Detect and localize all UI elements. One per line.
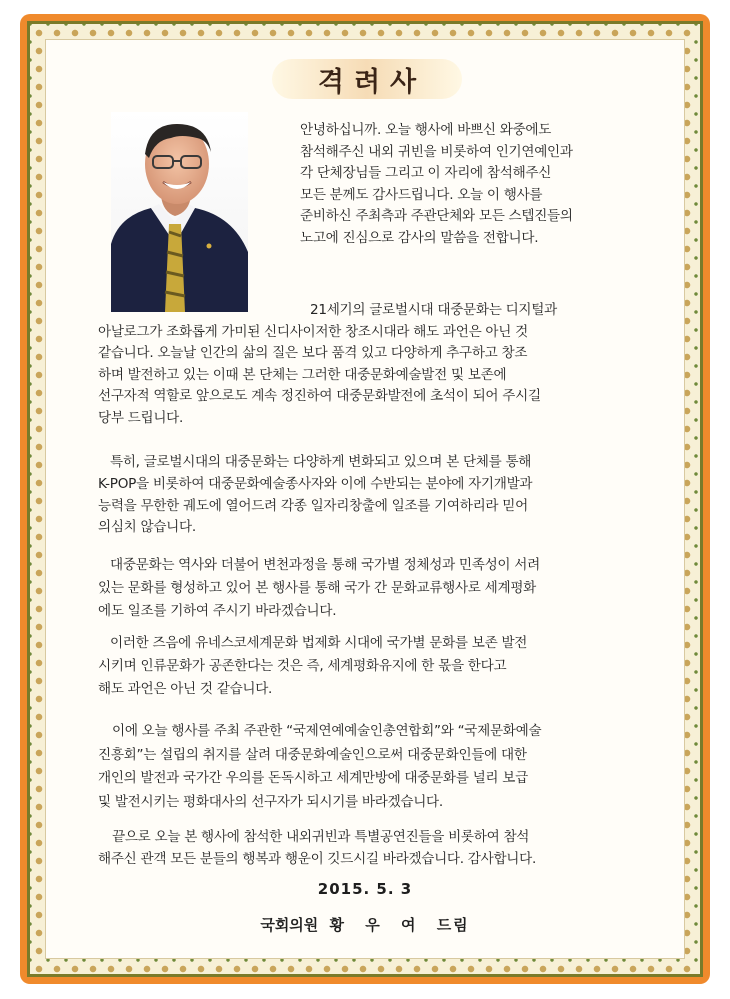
title-plate	[272, 59, 462, 99]
paragraph-greeting	[300, 120, 622, 250]
text-line: 시키며 인류문화가 공존한다는 것은 즉, 세계평화유지에 한 몫을 한다고	[98, 658, 507, 674]
text-line: 아날로그가 조화롭게 가미된 신디사이저한 창조시대라 해도 과언은 아닌 것	[98, 323, 528, 340]
paragraph-21st-century	[98, 300, 624, 430]
text-line: 능력을 무한한 궤도에 열어드려 각종 일자리창출에 일조를 기여하리라 믿어	[98, 497, 528, 514]
text-line: 에도 일조를 기하여 주시기 바라겠습니다.	[98, 603, 337, 619]
text-line: 의심치 않습니다.	[98, 519, 196, 536]
text-line: 해주신 관객 모든 분들의 행복과 행운이 깃드시길 바라겠습니다. 감사합니다.	[98, 851, 536, 867]
signature-closing: 드림	[436, 916, 470, 934]
portrait-icon	[111, 112, 248, 312]
text-line: 준비하신 주최측과 주관단체와 모든 스텝진들의	[300, 208, 573, 225]
text-line: 및 발전시키는 평화대사의 선구자가 되시기를 바라겠습니다.	[98, 793, 443, 810]
signature-name: 황 우 여	[329, 916, 424, 934]
text-line: 있는 문화를 형성하고 있어 본 행사를 통해 국가 간 문화교류행사로 세계평화	[98, 580, 536, 596]
text-line: 해도 과언은 아닌 것 같습니다.	[98, 681, 273, 697]
document-date: 2015. 5. 3	[317, 880, 413, 898]
text-line: 이러한 즈음에 유네스코세계문화 법제화 시대에 국가별 문화를 보존 발전	[110, 635, 528, 651]
text-line: 개인의 발전과 국가간 우의를 돈독시하고 세계만방에 대중문화를 널리 보급	[98, 770, 528, 786]
text-line: 진흥회”는 설립의 취지를 살려 대중문화예술인으로써 대중문화인들에 대한	[98, 746, 527, 763]
text-line: 각 단체장님들 그리고 이 자리에 참석해주신	[300, 165, 552, 182]
paragraph-unesco	[98, 632, 624, 701]
text-line: 대중문화는 역사와 더불어 변천과정을 통해 국가별 정체성과 민족성이 서려	[110, 557, 540, 573]
signature-block	[0, 914, 730, 935]
portrait-photo	[111, 112, 248, 312]
paragraph-kpop	[98, 452, 624, 539]
text-line: 끝으로 오늘 본 행사에 참석한 내외귀빈과 특별공연진들을 비롯하여 참석	[112, 829, 530, 845]
signature-title: 국회의원	[260, 916, 319, 934]
text-line: 선구자적 역할로 앞으로도 계속 정진하여 대중문화발전에 초석이 되어 주시길	[98, 388, 541, 405]
text-line: 참석해주신 내외 귀빈을 비롯하여 인기연예인과	[300, 143, 573, 160]
text-line: 하며 발전하고 있는 이때 본 단체는 그러한 대중문화예술발전 및 보존에	[98, 366, 507, 383]
text-line: 특히, 글로벌시대의 대중문화는 다양하게 변화되고 있으며 본 단체를 통해	[110, 454, 532, 470]
text-line: 모든 분께도 감사드립니다. 오늘 이 행사를	[300, 186, 543, 203]
text-line: 이에 오늘 행사를 주최 주관한 “국제연예예술인총연합회”와 “국제문화예술	[112, 723, 542, 739]
text-line: K-POP을 비롯하여 대중문화예술종사자와 이에 수반되는 분야에 자기개발과	[98, 475, 533, 492]
paragraph-closing	[98, 826, 624, 870]
paragraph-organizers	[98, 720, 624, 814]
text-line: 같습니다. 오늘날 인간의 삶의 질은 보다 품격 있고 다양하게 추구하고 창조	[98, 345, 528, 362]
paragraph-culture-exchange	[98, 554, 624, 623]
text-line: 노고에 진심으로 감사의 말씀을 전합니다.	[300, 229, 539, 246]
text-line: 안녕하십니까. 오늘 행사에 바쁘신 와중에도	[300, 122, 552, 138]
text-line: 21세기의 글로벌시대 대중문화는 디지털과	[310, 302, 557, 318]
text-line: 당부 드립니다.	[98, 409, 184, 426]
document-title: 격려사	[317, 66, 427, 98]
